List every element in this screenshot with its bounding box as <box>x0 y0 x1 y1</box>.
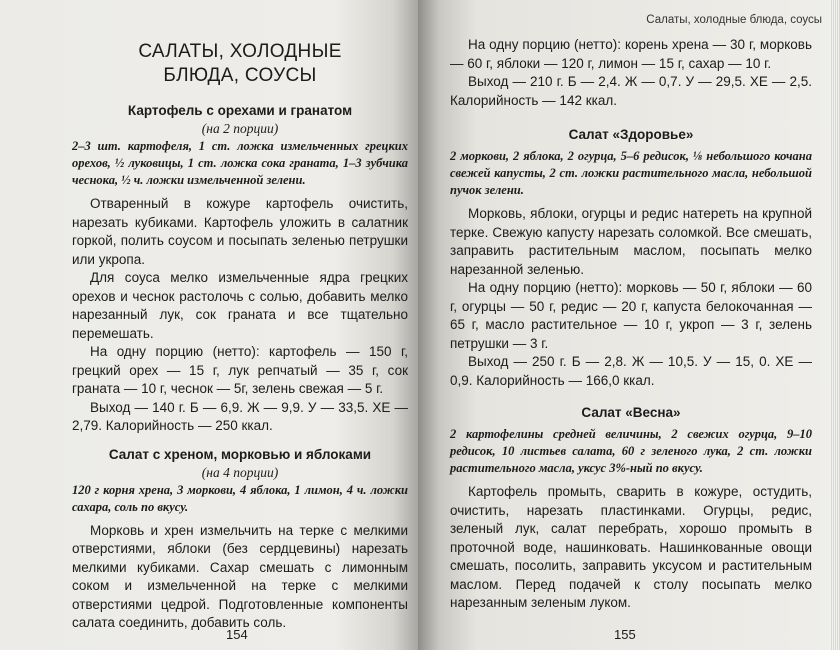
running-head: Салаты, холодные блюда, соусы <box>646 14 822 26</box>
right-page-text <box>450 14 822 613</box>
section-title: САЛАТЫ, ХОЛОДНЫЕ БЛЮДА, СОУСЫ <box>138 41 342 86</box>
recipe-ingredients: 2–3 шт. картофеля, 1 ст. ложка измельченных грецких орехов, ½ луковицы, 1 ст. ложка сока граната, 1–3 зубчика чеснока, ½ ч. ложки измельченной зелени. <box>72 139 408 187</box>
recipe-title: Салат «Здоровье» <box>568 127 694 142</box>
recipe-nutrition: Выход — 140 г. Б — 6,9. Ж — 9,9. У — 33,5. ХЕ — 2,79. Калорийность — 250 ккал. <box>72 399 408 433</box>
recipe-title: Салат «Весна» <box>581 405 681 420</box>
recipe-body <box>450 205 812 390</box>
recipe-paragraph: На одну порцию (нетто): корень хрена — 30 г, морковь — 60 г, яблоки — 120 г, лимон — 15 г, сахар — 10 г. <box>450 37 812 71</box>
recipe-ingredients: 2 моркови, 2 яблока, 2 огурца, 5–6 редисок, ⅛ небольшого кочана свежей капусты, 2 ст. ложки растительного масла, небольшой пучок зелени. <box>450 149 812 197</box>
page-edge <box>830 0 840 650</box>
recipe-portions: (на 2 порции) <box>201 121 279 136</box>
recipe-title: Салат с хреном, морковью и яблоками <box>108 446 372 462</box>
recipe-portions: (на 4 порции) <box>201 464 279 480</box>
recipe-body <box>450 483 812 613</box>
left-page <box>0 0 418 650</box>
recipe-ingredients: 120 г корня хрена, 3 моркови, 4 яблока, 1 лимон, 4 ч. ложки сахара, соль по вкусу. <box>72 482 408 514</box>
right-page <box>418 0 840 650</box>
recipe-paragraph: На одну порцию (нетто): картофель — 150 г, грецкий орех — 15 г, лук репчатый — 35 г, сок граната — 10 г, чеснок — 5г, зелень свежая — 5 г. <box>72 344 408 396</box>
recipe-ingredients: 2 картофелины средней величины, 2 свежих огурца, 9–10 редисок, 10 листьев салата, 60 г зеленого лука, 2 ст. ложки растительного масла, уксус 3%-ный по вкусу. <box>450 427 812 475</box>
recipe-nutrition: Выход — 250 г. Б — 2,8. Ж — 10,5. У — 15, 0. ХЕ — 0,9. Калорийность — 166,0 ккал. <box>450 354 812 388</box>
recipe-paragraph: Картофель промыть, сварить в кожуре, остудить, очистить, нарезать пластинками. Огурцы, редис, зеленый лук, салат перебрать, хорошо промыть в проточной воде, нашинковать. Нашинкованные овощи смешать, посолить, заправить уксусом и растительным маслом. Перед подачей к столу посыпать мелко нарезанным зеленым луком. <box>450 484 812 610</box>
left-page-text <box>72 40 408 633</box>
recipe-nutrition: Выход — 210 г. Б — 2,4. Ж — 0,7. У — 29,5. ХЕ — 2,5. Калорийность — 142 ккал. <box>450 74 812 108</box>
recipe-paragraph: На одну порцию (нетто): морковь — 50 г, яблоки — 60 г, огурцы — 50 г, редис — 20 г, капуста белокочанная — 65 г, масло растительное — 10 г, укроп — 3 г, зелень петрушки — 3 г. <box>450 280 812 351</box>
recipe-paragraph: Отваренный в кожуре картофель очистить, нарезать кубиками. Картофель уложить в салатник горкой, полить соусом и посыпать зеленью петрушки или укропа. <box>72 196 408 267</box>
recipe-title: Картофель с орехами и гранатом <box>127 103 353 118</box>
recipe-paragraph: Морковь, яблоки, огурцы и редис натереть на крупной терке. Свежую капусту нарезать соломкой. Все смешать, заправить растительным маслом, посыпать мелко нарезанной зеленью. <box>450 206 812 277</box>
page-number: 154 <box>226 627 248 642</box>
recipe-body <box>72 195 408 436</box>
page-number: 155 <box>614 627 636 642</box>
recipe-body <box>450 36 812 110</box>
recipe-body <box>72 522 408 633</box>
recipe-paragraph: Для соуса мелко измельченные ядра грецких орехов и чеснок растолочь с солью, добавить мелко нарезанный лук, сок граната и все тщательно перемешать. <box>72 270 408 341</box>
recipe-paragraph: Морковь и хрен измельчить на терке с мелкими отверстиями, яблоки (без сердцевины) нарезать мелкими кубиками. Сахар смешать с лимонным соком и измельченной на терке с мелкими отверстиями цедрой. Подготовленные компоненты салата соединить, добавить соль. <box>72 522 408 630</box>
